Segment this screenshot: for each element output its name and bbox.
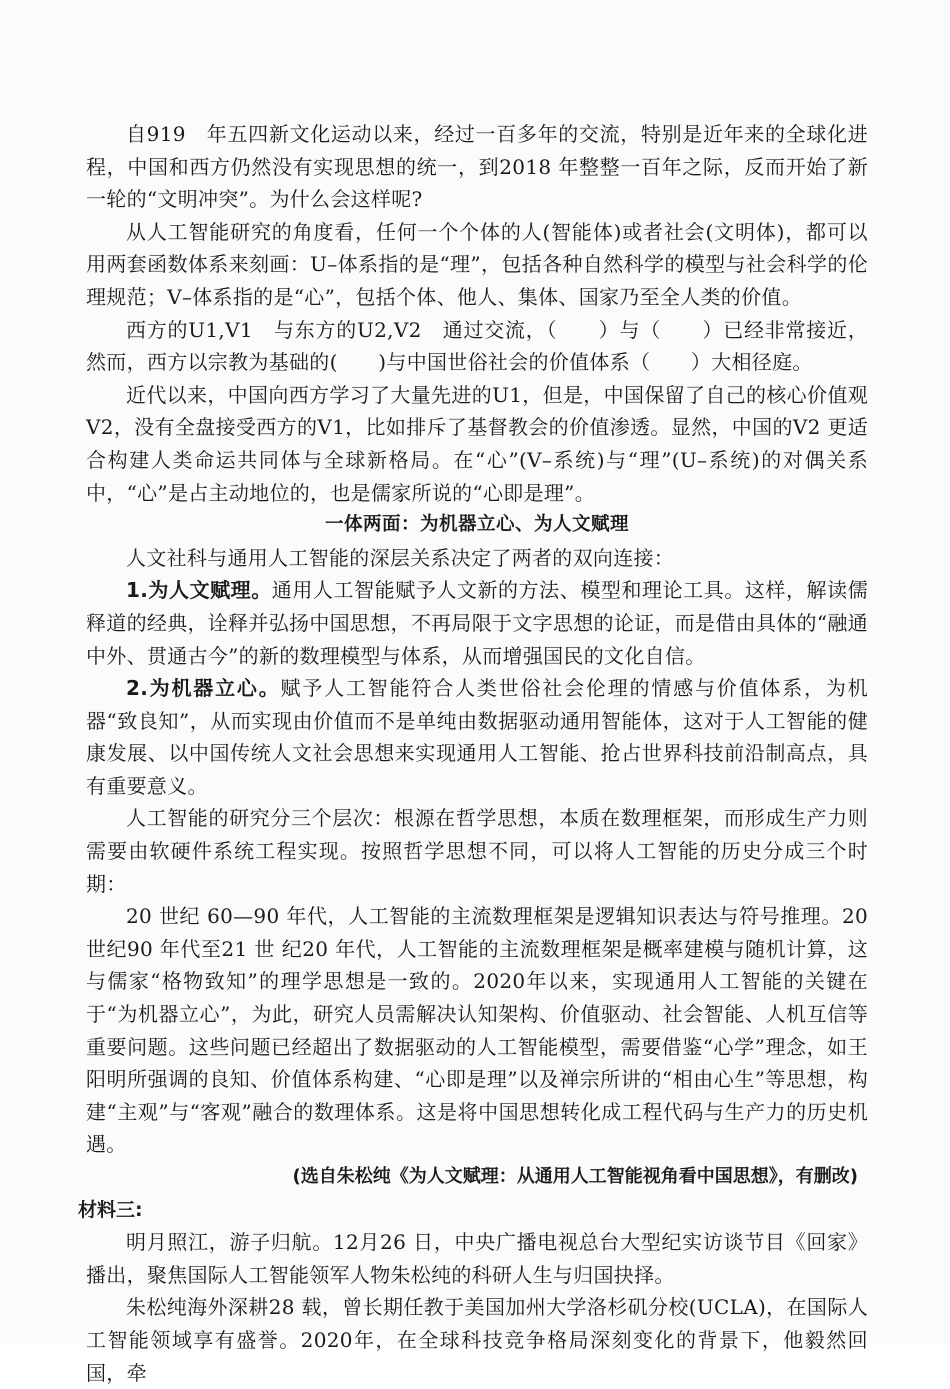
paragraph-2: 从人工智能研究的角度看，任何一个个体的人(智能体)或者社会(文明体)，都可以用两套函数体系来刻画：U–体系指的是“理”，包括各种自然科学的模型与社会科学的伦理规范；V–体系指的是“心”，包括个体、他人、集体、国家乃至全人类的价值。: [86, 219, 868, 309]
paragraph-6: [86, 574, 868, 672]
paragraph-7-body: 赋予人工智能符合人类世俗社会伦理的情感与价值体系，为机器“致良知”，从而实现由价值而不是单纯由数据驱动通用智能体，这对于人工智能的健康发展、以中国传统人文社会思想来实现通用人工智能、抢占世界科技前沿制高点，具有重要意义。: [86, 676, 868, 798]
paragraph-8: 人工智能的研究分三个层次：根源在哲学思想，本质在数理框架，而形成生产力则需要由软硬件系统工程实现。按照哲学思想不同，可以将人工智能的历史分成三个时期：: [86, 806, 868, 896]
paragraph-6-body: 通用人工智能赋予人文新的方法、模型和理论工具。这样，解读儒释道的经典，诠释并弘扬中国思想，不再局限于文字思想的论证，而是借由具体的“融通中外、贯通古今”的新的数理模型与体系，从而增强国民的文化自信。: [86, 578, 868, 668]
section-heading: 一体两面：为机器立心、为人文赋理: [324, 514, 629, 536]
paragraph-6-lead: 1.为人文赋理。: [126, 578, 272, 603]
paragraph-4: 近代以来，中国向西方学习了大量先进的U1，但是，中国保留了自己的核心价值观V2，没有全盘接受西方的V1，比如排斥了基督教会的价值渗透。显然，中国的V2 更适合构建人类命运共同体与全球新格局。在“心”(V–系统)与“理”(U–系统)的对偶关系中，“心”是占主动地位的，也是儒家所说的“心即是理”。: [86, 382, 868, 505]
paragraph-10: 明月照江，游子归航。12月26 日，中央广播电视总台大型纪实访谈节目《回家》播出，聚焦国际人工智能领军人物朱松纯的科研人生与归国抉择。: [86, 1230, 868, 1287]
paragraph-11: 朱松纯海外深耕28 载，曾长期任教于美国加州大学洛杉矶分校(UCLA)，在国际人工智能领域享有盛誉。2020年，在全球科技竞争格局深刻变化的背景下，他毅然回国，牵: [86, 1295, 868, 1385]
paragraph-1: 自919 年五四新文化运动以来，经过一百多年的交流，特别是近年来的全球化进程，中国和西方仍然没有实现思想的统一，到2018 年整整一百年之际，反而开始了新一轮的“文明冲突”。为什么会这样呢?: [86, 122, 868, 212]
source-citation: (选自朱松纯《为人文赋理：从通用人工智能视角看中国思想》，有删改): [292, 1166, 858, 1187]
section-label-material-3: 材料三:: [78, 1198, 143, 1221]
paragraph-3: 西方的U1,V1 与东方的U2,V2 通过交流，（ ）与（ ）已经非常接近，然而，西方以宗教为基础的( )与中国世俗社会的价值体系（ ）大相径庭。: [86, 317, 868, 375]
paragraph-5: 人文社科与通用人工智能的深层关系决定了两者的双向连接：: [126, 545, 675, 570]
paragraph-7-lead: 2.为机器立心。: [126, 676, 281, 701]
document-body: [78, 118, 868, 1389]
paragraph-7: [86, 672, 868, 802]
paragraph-9: 20 世纪 60—90 年代，人工智能的主流数理框架是逻辑知识表达与符号推理。20世纪90 年代至21 世 纪20 年代，人工智能的主流数理框架是概率建模与随机计算，这与儒家“格物致知”的理学思想是一致的。2020年以来，实现通用人工智能的关键在于“为机器立心”，为此，研究人员需解决认知架构、价值驱动、社会智能、人机互信等重要问题。这些问题已经超出了数据驱动的人工智能模型，需要借鉴“心学”理念，如王阳明所强调的良知、价值体系构建、“心即是理”以及禅宗所讲的“相由心生”等思想，构建“主观”与“客观”融合的数理体系。这是将中国思想转化成工程代码与生产力的历史机遇。: [86, 904, 868, 1157]
